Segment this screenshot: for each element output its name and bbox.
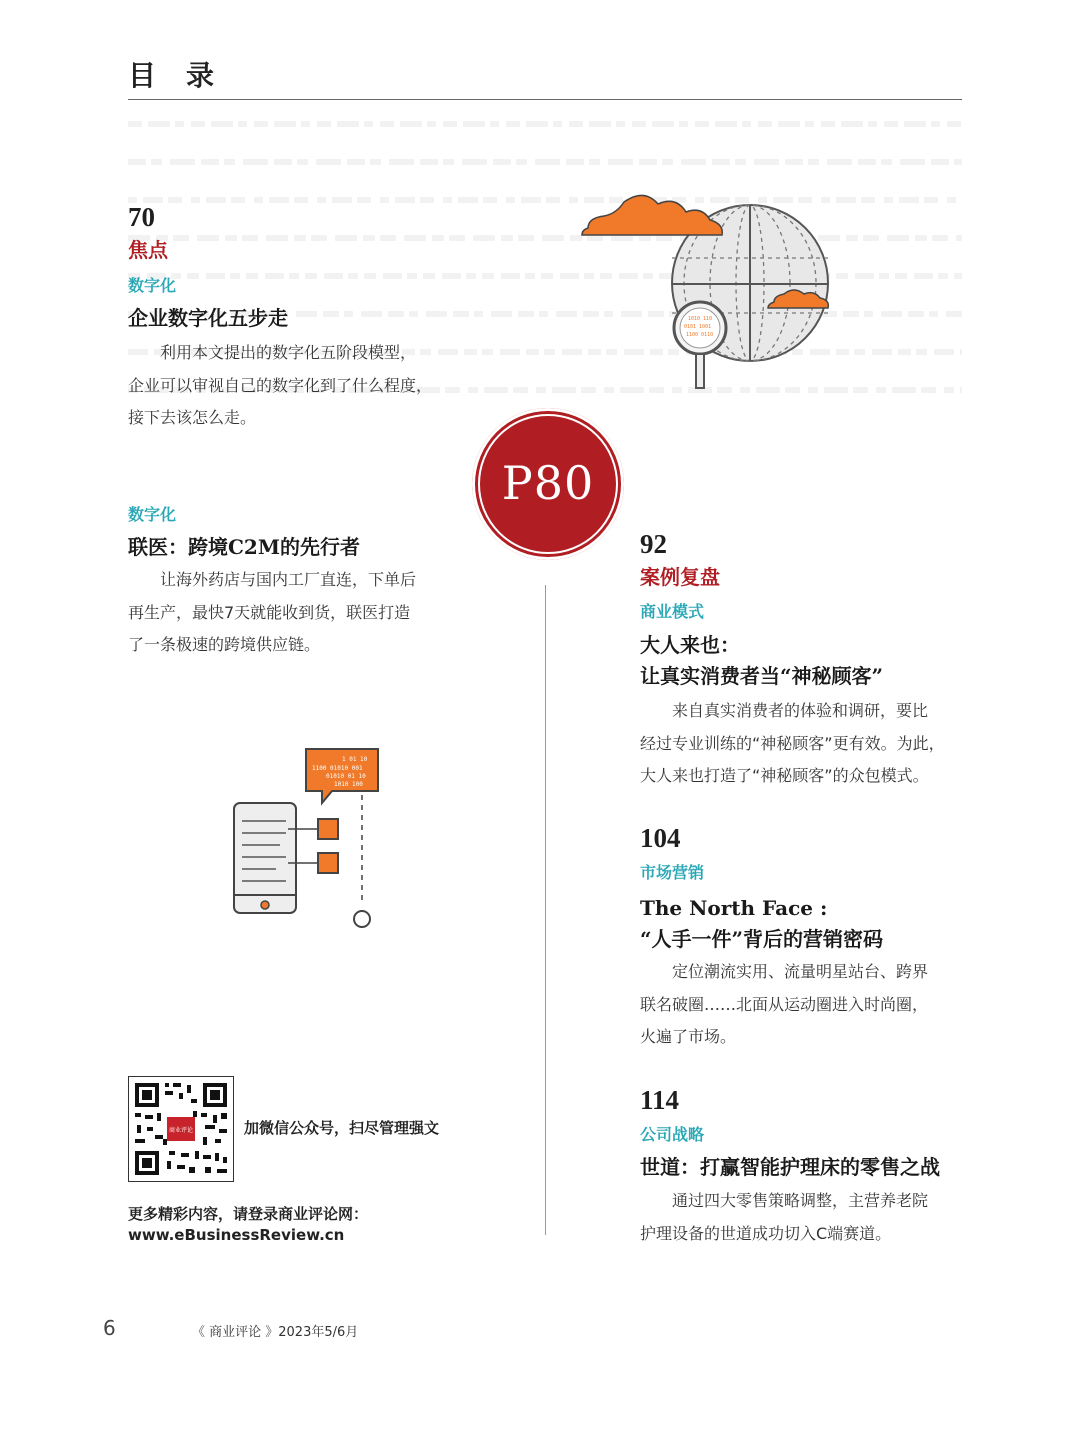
description-line: 再生产，最快7天就能收到货，联医打造 [128, 602, 411, 622]
column-divider [545, 585, 546, 1235]
description-line: 大人来也打造了“神秘顾客”的众包模式。 [640, 766, 929, 785]
qr-logo-text: 商业评论 [168, 1127, 194, 1134]
headline-line: 大人来也： [640, 633, 740, 657]
category-label: 数字化 [128, 505, 177, 524]
svg-text:1 01 10: 1 01 10 [342, 756, 368, 763]
page-title: 目录 [128, 59, 245, 92]
category-label: 公司战略 [640, 1125, 705, 1144]
svg-text:0101 1001: 0101 1001 [684, 324, 712, 330]
qr-code-graphic [129, 1077, 233, 1181]
article-description [128, 337, 468, 435]
article-description [640, 1185, 970, 1250]
article-headline[interactable] [640, 893, 883, 955]
badge-label: P80 [501, 456, 595, 510]
article-headline[interactable]: 世道：打赢智能护理床的零售之战 [640, 1155, 940, 1179]
description-line: 企业可以审视自己的数字化到了什么程度， [128, 375, 433, 395]
website-prompt: 更多精彩内容，请登录商业评论网： [128, 1205, 369, 1223]
qr-caption: 加微信公众号，扫尽管理强文 [244, 1119, 440, 1137]
description-line: 接下去该怎么走。 [128, 408, 257, 427]
article-description [128, 564, 468, 662]
category-label: 商业模式 [640, 602, 705, 621]
description-line: 火遍了市场。 [640, 1027, 737, 1046]
article-headline[interactable]: 企业数字化五步走 [128, 306, 288, 330]
headline-line: “人手一件”背后的营销密码 [640, 927, 884, 951]
description-line: 护理设备的世道成功切入C端赛道。 [640, 1223, 892, 1243]
svg-text:1010 110: 1010 110 [688, 316, 713, 322]
qr-code[interactable] [128, 1076, 234, 1182]
page-badge[interactable] [472, 408, 624, 560]
description-line: 让海外药店与国内工厂直连，下单后 [160, 570, 417, 589]
svg-text:1100 01010 001: 1100 01010 001 [312, 765, 363, 772]
globe-illustration [578, 188, 838, 394]
website-link[interactable]: www.eBusinessReview.cn [128, 1226, 345, 1244]
header-divider [128, 99, 962, 100]
article-page-number: 104 [640, 823, 681, 853]
svg-text:1010 100: 1010 100 [334, 781, 363, 788]
category-label: 市场营销 [640, 863, 705, 882]
description-line: 经过专业训练的“神秘顾客”更有效。为此， [640, 733, 945, 753]
description-line: 通过四大零售策略调整，主营养老院 [672, 1191, 929, 1210]
article-description [640, 695, 970, 793]
article-page-number: 92 [640, 529, 667, 559]
article-headline[interactable] [640, 630, 883, 692]
article-page-number: 114 [640, 1085, 680, 1115]
article-headline[interactable]: 联医：跨境C2M的先行者 [128, 535, 360, 559]
description-line: 利用本文提出的数字化五阶段模型， [160, 343, 417, 362]
svg-text:01010 01 10: 01010 01 10 [326, 773, 366, 780]
phone-chat-illustration [228, 745, 384, 935]
article-page-number: 70 [128, 202, 155, 232]
footer-magazine-title: 《 商业评论 》2023年5/6月 [192, 1325, 359, 1340]
description-line: 定位潮流实用、流量明星站台、跨界 [672, 962, 929, 981]
description-line: 来自真实消费者的体验和调研，要比 [672, 701, 929, 720]
description-line: 联名破圈……北面从运动圈进入时尚圈， [640, 994, 929, 1014]
article-description [640, 956, 970, 1054]
category-label: 数字化 [128, 276, 177, 295]
headline-line: The North Face : [640, 896, 828, 920]
description-line: 了一条极速的跨境供应链。 [128, 635, 321, 654]
headline-line: 让真实消费者当“神秘顾客” [640, 664, 884, 688]
footer-page-number: 6 [103, 1316, 116, 1340]
section-label: 案例复盘 [640, 565, 720, 589]
section-label: 焦点 [128, 238, 168, 262]
svg-text:1100 0110: 1100 0110 [686, 332, 714, 338]
